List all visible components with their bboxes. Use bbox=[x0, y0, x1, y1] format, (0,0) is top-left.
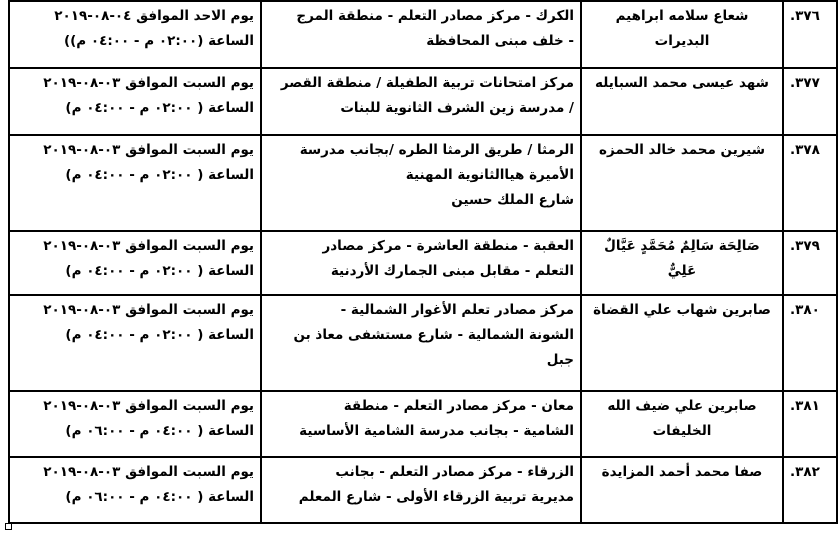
exam-date bbox=[9, 1, 261, 68]
exam-location bbox=[261, 391, 581, 457]
location-line: الشونة الشمالية - شارع مستشفى معاذ بن bbox=[293, 327, 574, 343]
exam-location bbox=[261, 1, 581, 68]
date-line: يوم الاحد الموافق ٠٤-٠٨-٢٠١٩ bbox=[54, 8, 254, 24]
location-line: الشامية - بجانب مدرسة الشامية الأساسية bbox=[299, 423, 574, 439]
exam-date bbox=[9, 457, 261, 523]
candidate-name: صَالِحَة سَالِمٌ مُحَمَّدٍ عَيَّالٌ عَلِيٌّ bbox=[581, 231, 783, 295]
exam-date bbox=[9, 135, 261, 231]
location-line: مديرية تربية الزرقاء الأولى - شارع المعلم bbox=[298, 489, 574, 505]
row-number: ٣٨٢. bbox=[783, 457, 837, 523]
table-row bbox=[9, 231, 837, 295]
location-line: العقبة - منطقة العاشرة - مركز مصادر bbox=[322, 238, 574, 254]
row-number: ٣٧٨. bbox=[783, 135, 837, 231]
candidate-name: صابرين علي ضيف الله الخليفات bbox=[581, 391, 783, 457]
candidates-table bbox=[8, 0, 838, 524]
location-line: مركز امتحانات تربية الطفيلة / منطقة القصر bbox=[280, 75, 574, 91]
table-row bbox=[9, 68, 837, 135]
candidate-name: شيرين محمد خالد الحمزه bbox=[581, 135, 783, 231]
location-line: مركز مصادر تعلم الأغوار الشمالية - bbox=[340, 302, 574, 318]
date-line: يوم السبت الموافق ٠٣-٠٨-٢٠١٩ bbox=[43, 142, 254, 158]
exam-date bbox=[9, 231, 261, 295]
exam-location bbox=[261, 457, 581, 523]
candidate-name: صفا محمد أحمد المزايدة bbox=[581, 457, 783, 523]
row-number: ٣٧٦. bbox=[783, 1, 837, 68]
row-number: ٣٧٧. bbox=[783, 68, 837, 135]
exam-location bbox=[261, 231, 581, 295]
time-line: الساعة ( ٠٤:٠٠ م - ٠٦:٠٠ م) bbox=[65, 423, 254, 439]
exam-location bbox=[261, 135, 581, 231]
location-line: معان - مركز مصادر التعلم - منطقة bbox=[343, 398, 574, 414]
exam-location bbox=[261, 68, 581, 135]
location-line: - خلف مبنى المحافظة bbox=[426, 33, 574, 49]
date-line: يوم السبت الموافق ٠٣-٠٨-٢٠١٩ bbox=[43, 75, 254, 91]
exam-date bbox=[9, 391, 261, 457]
candidate-name: صابرين شهاب علي القضاة bbox=[581, 295, 783, 391]
location-line: الزرقاء - مركز مصادر التعلم - بجانب bbox=[335, 464, 574, 480]
candidate-name: شهد عيسى محمد السبايله bbox=[581, 68, 783, 135]
location-line: جبل bbox=[546, 352, 574, 368]
location-line: الكرك - مركز مصادر التعلم - منطقة المرج bbox=[296, 8, 574, 24]
row-number: ٣٨١. bbox=[783, 391, 837, 457]
date-line: يوم السبت الموافق ٠٣-٠٨-٢٠١٩ bbox=[43, 464, 254, 480]
date-line: يوم السبت الموافق ٠٣-٠٨-٢٠١٩ bbox=[43, 398, 254, 414]
location-line: الأميرة هياالثانوية المهنية bbox=[405, 167, 574, 183]
time-line: الساعة (٠٢:٠٠ م - ٠٤:٠٠ م)) bbox=[63, 33, 254, 49]
page-corner-marker bbox=[5, 523, 12, 530]
date-line: يوم السبت الموافق ٠٣-٠٨-٢٠١٩ bbox=[43, 238, 254, 254]
time-line: الساعة ( ٠٢:٠٠ م - ٠٤:٠٠ م) bbox=[65, 327, 254, 343]
table-row bbox=[9, 391, 837, 457]
location-line: شارع الملك حسين bbox=[451, 192, 574, 208]
row-number: ٣٧٩. bbox=[783, 231, 837, 295]
location-line: الرمثا / طريق الرمثا الطره /بجانب مدرسة bbox=[299, 142, 574, 158]
table-row bbox=[9, 135, 837, 231]
location-line: التعلم - مقابل مبنى الجمارك الأردنية bbox=[330, 263, 574, 279]
exam-date bbox=[9, 295, 261, 391]
time-line: الساعة ( ٠٢:٠٠ م - ٠٤:٠٠ م) bbox=[65, 263, 254, 279]
table-row bbox=[9, 1, 837, 68]
row-number: ٣٨٠. bbox=[783, 295, 837, 391]
date-line: يوم السبت الموافق ٠٣-٠٨-٢٠١٩ bbox=[43, 302, 254, 318]
table-row bbox=[9, 457, 837, 523]
exam-date bbox=[9, 68, 261, 135]
location-line: / مدرسة زين الشرف الثانوية للبنات bbox=[340, 100, 574, 116]
time-line: الساعة ( ٠٢:٠٠ م - ٠٤:٠٠ م) bbox=[65, 100, 254, 116]
candidate-name: شعاع سلامه ابراهيم البديرات bbox=[581, 1, 783, 68]
table-row bbox=[9, 295, 837, 391]
time-line: الساعة ( ٠٤:٠٠ م - ٠٦:٠٠ م) bbox=[65, 489, 254, 505]
document-page bbox=[10, 0, 838, 524]
time-line: الساعة ( ٠٢:٠٠ م - ٠٤:٠٠ م) bbox=[65, 167, 254, 183]
exam-location bbox=[261, 295, 581, 391]
